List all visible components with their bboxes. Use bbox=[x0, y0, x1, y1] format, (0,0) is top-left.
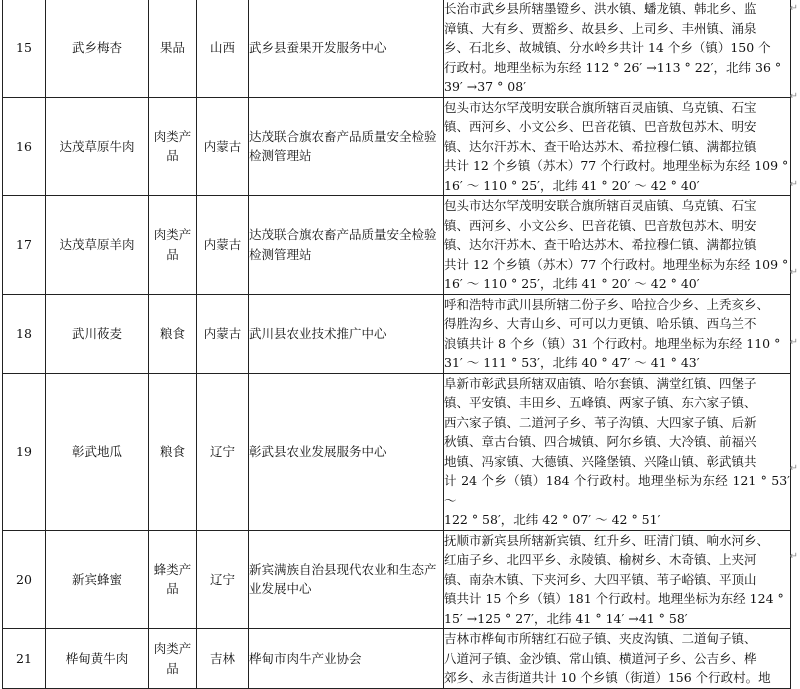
table-row bbox=[3, 196, 791, 295]
product-registry-table bbox=[2, 0, 791, 689]
area-line: 红庙子乡、北四平乡、永陵镇、榆树乡、木奇镇、上夹河 bbox=[444, 552, 757, 567]
table-row bbox=[3, 0, 791, 97]
area-line: 镇、达尔汗苏木、查干哈达苏木、希拉穆仁镇、满都拉镇 bbox=[444, 237, 757, 252]
protected-area-description bbox=[444, 373, 791, 530]
row-number: 15 bbox=[3, 0, 46, 97]
area-line: 抚顺市新宾县所辖新宾镇、红升乡、旺清门镇、响水河乡、 bbox=[444, 532, 770, 548]
product-name: 达茂草原牛肉 bbox=[46, 97, 149, 196]
area-line: 得胜沟乡、大青山乡、可可以力更镇、哈乐镇、西乌兰不 bbox=[444, 316, 757, 331]
province: 辽宁 bbox=[197, 373, 249, 530]
province: 辽宁 bbox=[197, 530, 249, 629]
protected-area-description bbox=[444, 196, 791, 295]
province: 内蒙古 bbox=[197, 196, 249, 295]
protected-area-description bbox=[444, 629, 791, 689]
paragraph-mark-icon: ↵ bbox=[789, 551, 798, 562]
product-category: 肉类产品 bbox=[149, 97, 197, 196]
responsible-organization: 武川县农业技术推广中心 bbox=[249, 294, 444, 373]
paragraph-mark-icon: ↵ bbox=[789, 463, 798, 474]
paragraph-mark-icon: ↵ bbox=[789, 337, 798, 348]
paragraph-mark-icon: ↵ bbox=[789, 179, 798, 190]
area-line: 长治市武乡县所辖墨镫乡、洪水镇、蟠龙镇、韩北乡、监 bbox=[444, 1, 757, 16]
paragraph-mark-icon: ↵ bbox=[789, 91, 798, 102]
area-line: 包头市达尔罕茂明安联合旗所辖百灵庙镇、乌克镇、石宝 bbox=[444, 198, 757, 213]
responsible-organization: 新宾满族自治县现代农业和生态产业发展中心 bbox=[249, 530, 444, 629]
protected-area-description bbox=[444, 530, 791, 629]
paragraph-mark-icon: ↵ bbox=[789, 267, 798, 278]
area-line: 阜新市彰武县所辖双庙镇、哈尔套镇、满堂红镇、四堡子 bbox=[444, 375, 757, 391]
province: 内蒙古 bbox=[197, 294, 249, 373]
area-line: 镇、平安镇、丰田乡、五峰镇、两家子镇、东六家子镇、 bbox=[444, 395, 757, 410]
product-category: 粮食 bbox=[149, 373, 197, 530]
area-line: 浪镇共计 8 个乡（镇）31 个行政村。地理坐标为东经 110 ° bbox=[444, 335, 781, 351]
area-line: 镇、南杂木镇、下夹河乡、大四平镇、苇子峪镇、平顶山 bbox=[444, 571, 757, 587]
area-line: 西六家子镇、二道河子乡、苇子沟镇、大四家子镇、后新 bbox=[444, 414, 757, 430]
protected-area-description bbox=[444, 0, 791, 97]
row-number: 21 bbox=[3, 629, 46, 689]
product-name: 新宾蜂蜜 bbox=[46, 530, 149, 629]
responsible-organization: 达茂联合旗农畜产品质量安全检验检测管理站 bbox=[249, 196, 444, 295]
product-category: 蜂类产品 bbox=[149, 530, 197, 629]
area-line: 八道河子镇、金沙镇、常山镇、横道河子乡、公吉乡、桦 bbox=[444, 650, 757, 666]
row-number: 19 bbox=[3, 373, 46, 530]
table-row bbox=[3, 294, 791, 373]
area-line: 计 24 个乡（镇）184 个行政村。地理坐标为东经 121 ° 53′ ～ bbox=[444, 473, 790, 508]
product-category: 果品 bbox=[149, 0, 197, 97]
area-line: 镇、西河乡、小文公乡、巴音花镇、巴音敖包苏木、明安 bbox=[444, 119, 757, 134]
area-line: 31′ ～ 111 ° 53′，北纬 40 ° 47′ ～ 41 ° 43′ bbox=[444, 355, 700, 370]
area-line: 乡、石北乡、故城镇、分水岭乡共计 14 个乡（镇）150 个 bbox=[444, 40, 771, 55]
area-line: 39′ →37 ° 08′ bbox=[444, 79, 527, 94]
area-line: 镇、达尔汗苏木、查干哈达苏木、希拉穆仁镇、满都拉镇 bbox=[444, 138, 757, 154]
province: 内蒙古 bbox=[197, 97, 249, 196]
area-line: 吉林市桦甸市所辖红石砬子镇、夹皮沟镇、二道甸子镇、 bbox=[444, 631, 757, 647]
table-body bbox=[3, 0, 791, 689]
area-line: 包头市达尔罕茂明安联合旗所辖百灵庙镇、乌克镇、石宝 bbox=[444, 99, 757, 115]
area-line: 镇共计 15 个乡（镇）181 个行政村。地理坐标为东经 124 ° bbox=[444, 591, 784, 606]
table-row bbox=[3, 629, 791, 689]
area-line: 呼和浩特市武川县所辖二份子乡、哈拉合少乡、上秃亥乡、 bbox=[444, 296, 770, 312]
row-number: 16 bbox=[3, 97, 46, 196]
row-number: 18 bbox=[3, 294, 46, 373]
product-name: 彰武地瓜 bbox=[46, 373, 149, 530]
product-category: 粮食 bbox=[149, 294, 197, 373]
paragraph-mark-icon: ↵ bbox=[789, 3, 798, 14]
protected-area-description bbox=[444, 294, 791, 373]
area-line: 122 ° 58′，北纬 42 ° 07′ ～ 42 ° 51′ bbox=[444, 512, 661, 527]
area-line: 16′ ～ 110 ° 25′，北纬 41 ° 20′ ～ 42 ° 40′ bbox=[444, 177, 700, 193]
product-category: 肉类产品 bbox=[149, 629, 197, 689]
product-name: 达茂草原羊肉 bbox=[46, 196, 149, 295]
area-line: 漳镇、大有乡、贾豁乡、故县乡、上司乡、丰州镇、涌泉 bbox=[444, 20, 757, 36]
area-line: 共计 12 个乡镇（苏木）77 个行政村。地理坐标为东经 109 ° bbox=[444, 256, 789, 272]
area-line: 行政村。地理坐标为东经 112 ° 26′ →113 ° 22′，北纬 36 ° bbox=[444, 59, 782, 75]
province: 吉林 bbox=[197, 629, 249, 689]
area-line: 郊乡、永吉街道共计 10 个乡镇（街道）156 个行政村。地 bbox=[444, 670, 771, 686]
responsible-organization: 彰武县农业发展服务中心 bbox=[249, 373, 444, 530]
product-category: 肉类产品 bbox=[149, 196, 197, 295]
area-line: 镇、西河乡、小文公乡、巴音花镇、巴音敖包苏木、明安 bbox=[444, 217, 757, 233]
area-line: 16′ ～ 110 ° 25′，北纬 41 ° 20′ ～ 42 ° 40′ bbox=[444, 276, 700, 291]
area-line: 地镇、冯家镇、大德镇、兴隆堡镇、兴隆山镇、彰武镇共 bbox=[444, 453, 757, 469]
product-name: 武川莜麦 bbox=[46, 294, 149, 373]
area-line: 共计 12 个乡镇（苏木）77 个行政村。地理坐标为东经 109 ° bbox=[444, 158, 789, 173]
area-line: 15′ →125 ° 27′，北纬 41 ° 14′ →41 ° 58′ bbox=[444, 610, 688, 626]
responsible-organization: 达茂联合旗农畜产品质量安全检验检测管理站 bbox=[249, 97, 444, 196]
row-number: 17 bbox=[3, 196, 46, 295]
table-row bbox=[3, 530, 791, 629]
province: 山西 bbox=[197, 0, 249, 97]
product-name: 桦甸黄牛肉 bbox=[46, 629, 149, 689]
responsible-organization: 武乡县蚕果开发服务中心 bbox=[249, 0, 444, 97]
area-line: 秋镇、章古台镇、四合城镇、阿尔乡镇、大冷镇、前福兴 bbox=[444, 434, 757, 449]
row-number: 20 bbox=[3, 530, 46, 629]
table-row bbox=[3, 373, 791, 530]
product-name: 武乡梅杏 bbox=[46, 0, 149, 97]
table-row bbox=[3, 97, 791, 196]
responsible-organization: 桦甸市肉牛产业协会 bbox=[249, 629, 444, 689]
protected-area-description bbox=[444, 97, 791, 196]
